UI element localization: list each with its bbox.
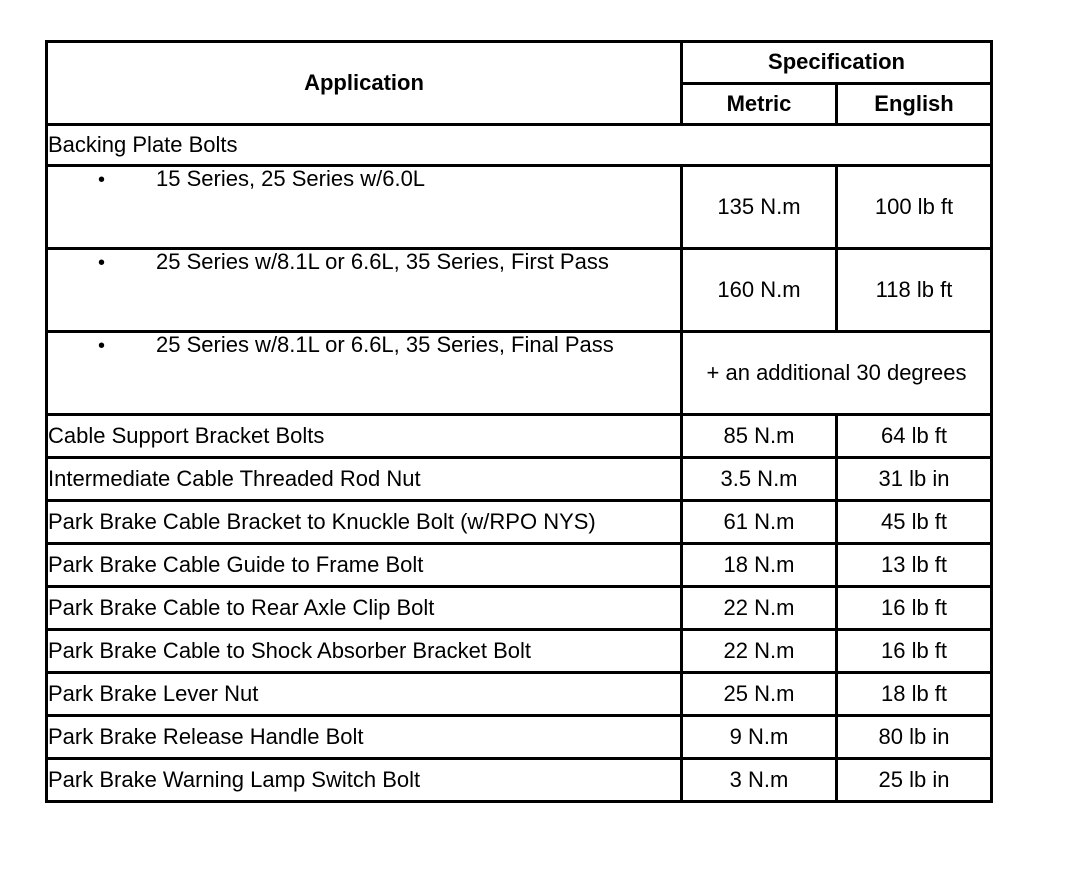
application-cell: Park Brake Cable Bracket to Knuckle Bolt (w/RPO NYS)	[47, 501, 682, 544]
combined-spec-value: + an additional 30 degrees	[682, 332, 992, 415]
metric-value: 3 N.m	[682, 759, 837, 802]
application-cell: Intermediate Cable Threaded Rod Nut	[47, 458, 682, 501]
bullet-label: 15 Series, 25 Series w/6.0L	[156, 166, 426, 191]
metric-value: 18 N.m	[682, 544, 837, 587]
english-value: 18 lb ft	[837, 673, 992, 716]
group-label: Backing Plate Bolts	[47, 125, 992, 166]
metric-value: 160 N.m	[682, 249, 837, 332]
bullet-icon: •	[98, 335, 106, 357]
english-value: 64 lb ft	[837, 415, 992, 458]
english-value: 31 lb in	[837, 458, 992, 501]
bullet-label-cell	[47, 166, 682, 249]
application-cell: Park Brake Cable Guide to Frame Bolt	[47, 544, 682, 587]
table-row	[47, 501, 992, 544]
metric-value: 61 N.m	[682, 501, 837, 544]
fastener-spec-table	[45, 40, 993, 803]
metric-value: 3.5 N.m	[682, 458, 837, 501]
bullet-icon: •	[98, 252, 106, 274]
bullet-row	[47, 166, 992, 249]
application-header: Application	[47, 42, 682, 125]
table-row	[47, 759, 992, 802]
metric-value: 25 N.m	[682, 673, 837, 716]
application-cell: Park Brake Cable to Rear Axle Clip Bolt	[47, 587, 682, 630]
header-row-top	[47, 42, 992, 84]
table-row	[47, 587, 992, 630]
metric-header: Metric	[682, 83, 837, 125]
english-value: 118 lb ft	[837, 249, 992, 332]
application-cell: Park Brake Lever Nut	[47, 673, 682, 716]
bullet-label-cell	[47, 332, 682, 415]
table-row	[47, 630, 992, 673]
bullet-label: 25 Series w/8.1L or 6.6L, 35 Series, First Pass	[156, 249, 609, 274]
english-value: 100 lb ft	[837, 166, 992, 249]
english-value: 13 lb ft	[837, 544, 992, 587]
table-row	[47, 544, 992, 587]
metric-value: 85 N.m	[682, 415, 837, 458]
bullet-label-cell	[47, 249, 682, 332]
english-value: 25 lb in	[837, 759, 992, 802]
application-cell: Park Brake Release Handle Bolt	[47, 716, 682, 759]
english-header: English	[837, 83, 992, 125]
metric-value: 135 N.m	[682, 166, 837, 249]
metric-value: 22 N.m	[682, 630, 837, 673]
table-row	[47, 458, 992, 501]
table-row	[47, 716, 992, 759]
application-cell: Cable Support Bracket Bolts	[47, 415, 682, 458]
english-value: 16 lb ft	[837, 587, 992, 630]
table-row	[47, 673, 992, 716]
application-cell: Park Brake Warning Lamp Switch Bolt	[47, 759, 682, 802]
specification-header: Specification	[682, 42, 992, 84]
english-value: 80 lb in	[837, 716, 992, 759]
metric-value: 9 N.m	[682, 716, 837, 759]
table-row	[47, 415, 992, 458]
bullet-row	[47, 249, 992, 332]
metric-value: 22 N.m	[682, 587, 837, 630]
bullet-row	[47, 332, 992, 415]
group-row-backing-plate	[47, 125, 992, 166]
english-value: 45 lb ft	[837, 501, 992, 544]
bullet-icon: •	[98, 169, 106, 191]
bullet-label: 25 Series w/8.1L or 6.6L, 35 Series, Final Pass	[156, 332, 614, 357]
english-value: 16 lb ft	[837, 630, 992, 673]
application-cell: Park Brake Cable to Shock Absorber Bracket Bolt	[47, 630, 682, 673]
